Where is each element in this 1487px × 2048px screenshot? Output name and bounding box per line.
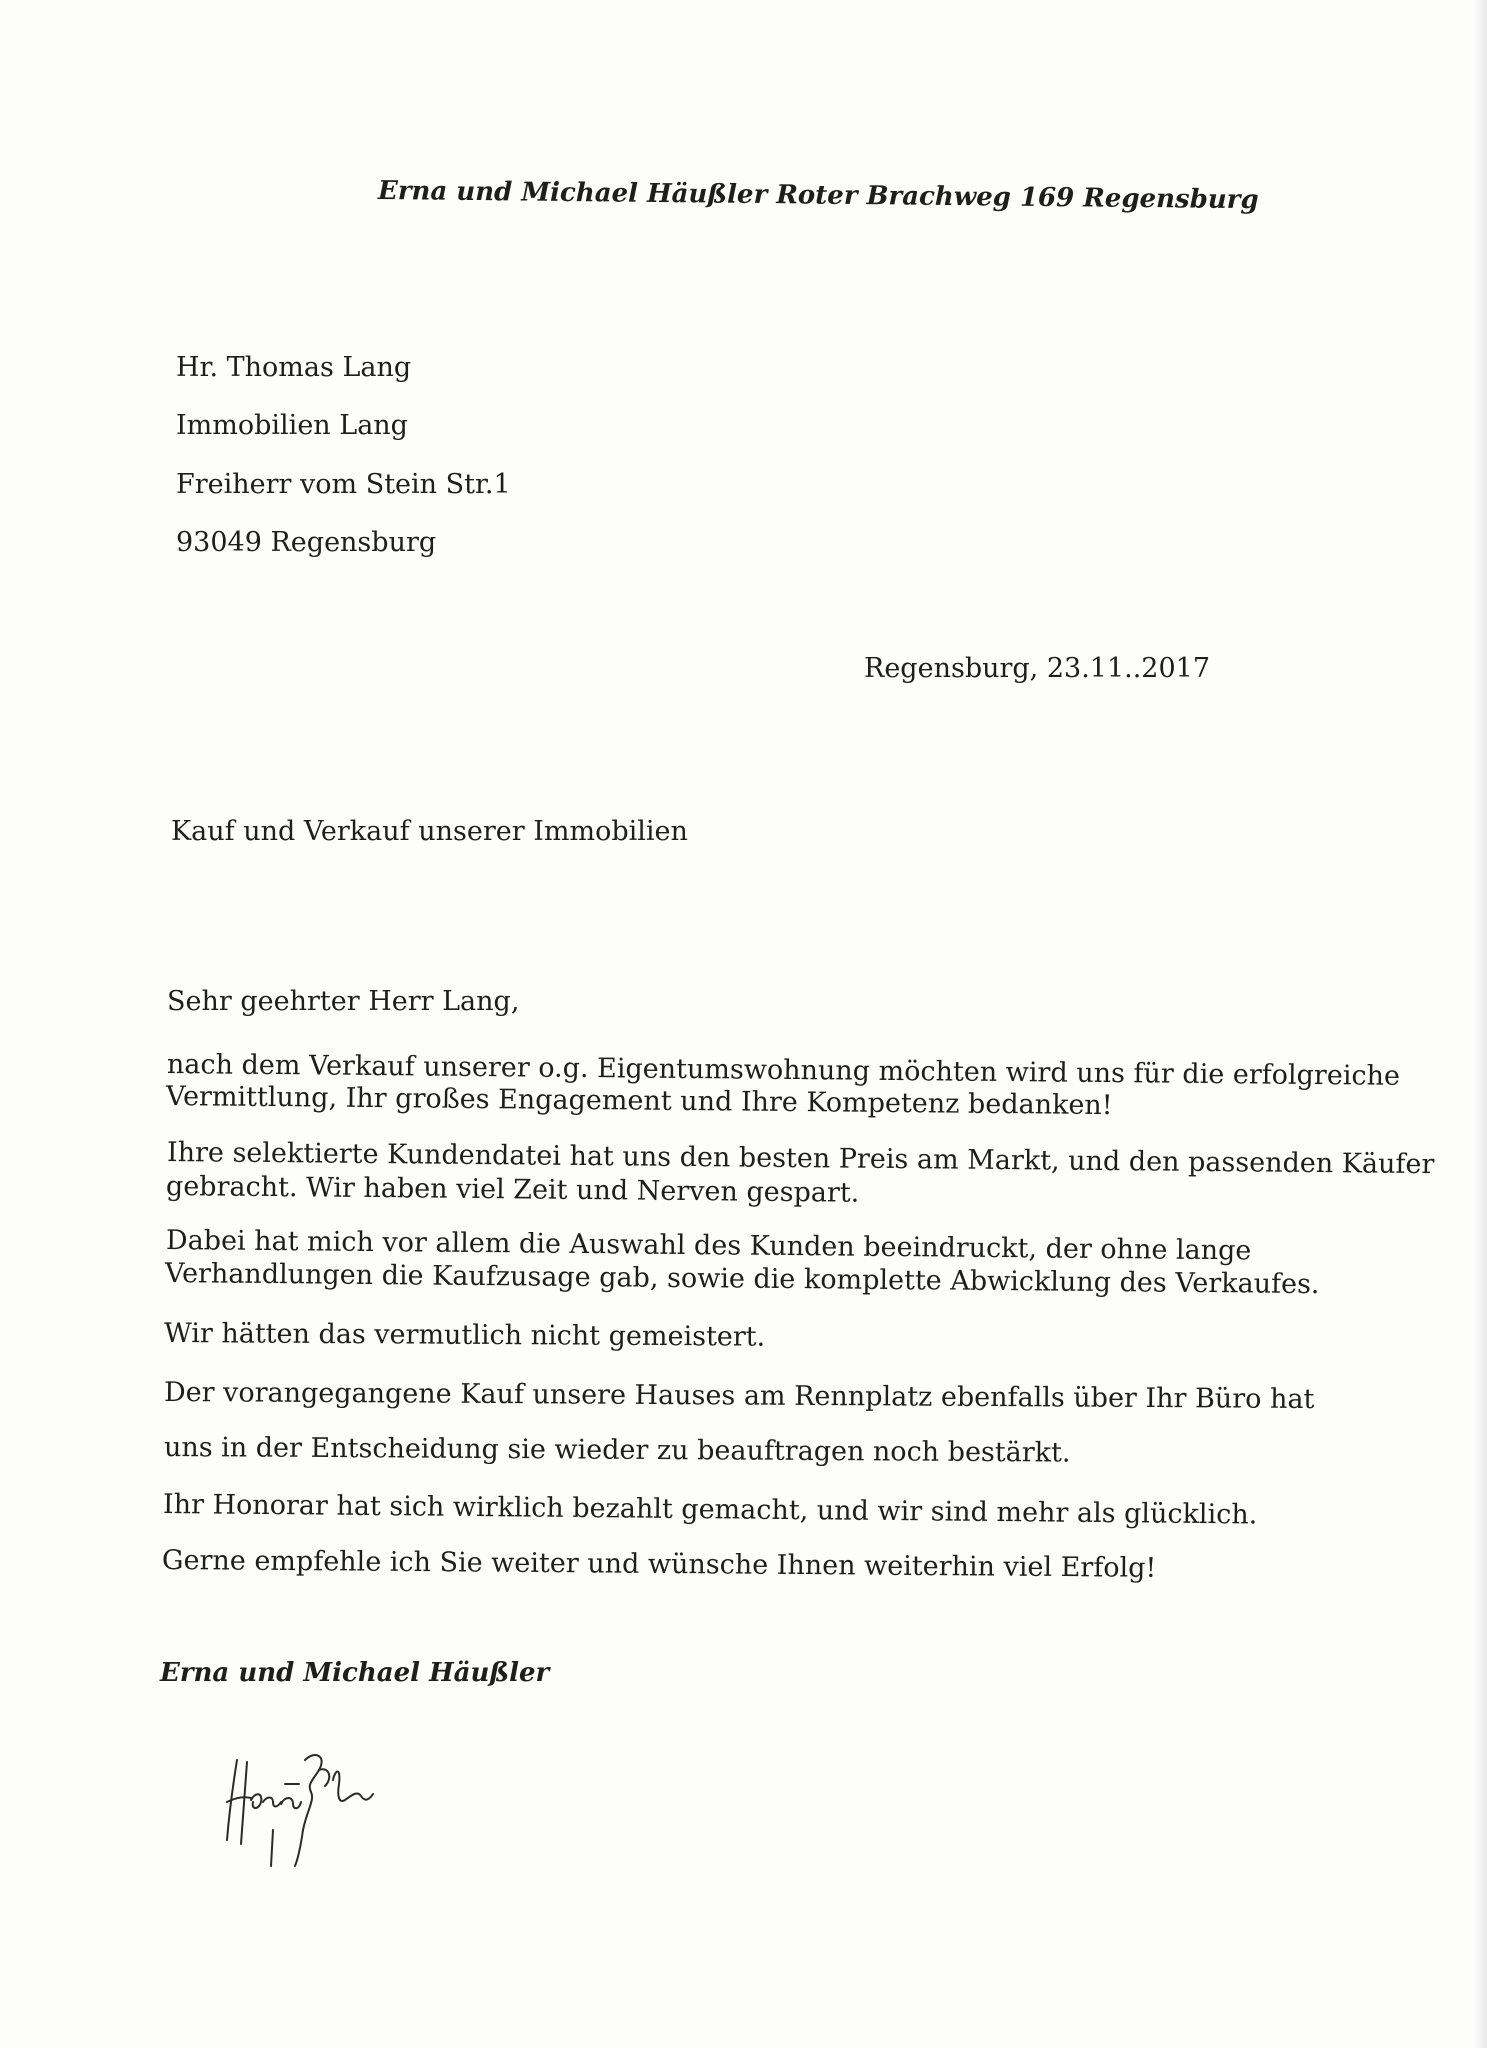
recipient-street: Freiherr vom Stein Str.1 — [176, 469, 511, 500]
body-line: Verhandlungen die Kaufzusage gab, sowie die komplette Abwicklung des Verkaufes. — [164, 1258, 1320, 1301]
closing-name: Erna und Michael Häußler — [160, 1658, 550, 1688]
recipient-name: Hr. Thomas Lang — [176, 352, 412, 383]
subject-line: Kauf und Verkauf unserer Immobilien — [171, 816, 688, 847]
sender-line: Erna und Michael Häußler Roter Brachweg 169 Regensburg — [377, 176, 1259, 216]
recipient-company: Immobilien Lang — [176, 410, 408, 441]
body-line: Ihre selektierte Kundendatei hat uns den besten Preis am Markt, und den passenden Käufer — [166, 1137, 1435, 1181]
scan-edge-shadow — [1473, 0, 1487, 2048]
date-line: Regensburg, 23.11..2017 — [864, 653, 1211, 684]
handwritten-signature — [215, 1740, 385, 1870]
salutation: Sehr geehrter Herr Lang, — [167, 986, 520, 1017]
body-line: gebracht. Wir haben viel Zeit und Nerven gespart. — [165, 1171, 860, 1209]
body-line: Ihr Honorar hat sich wirklich bezahlt gemacht, und wir sind mehr als glücklich. — [162, 1489, 1258, 1531]
recipient-city: 93049 Regensburg — [176, 527, 437, 558]
body-line: Vermittlung, Ihr großes Engagement und Ihre Kompetenz bedanken! — [165, 1081, 1113, 1122]
body-line: Der vorangegangene Kauf unsere Hauses am Rennplatz ebenfalls über Ihr Büro hat — [163, 1377, 1315, 1416]
body-line: Dabei hat mich vor allem die Auswahl des Kunden beeindruckt, der ohne lange — [165, 1225, 1252, 1267]
body-line: Gerne empfehle ich Sie weiter und wünsche Ihnen weiterhin viel Erfolg! — [161, 1545, 1157, 1584]
body-line: Wir hätten das vermutlich nicht gemeistert. — [163, 1318, 766, 1353]
body-line: uns in der Entscheidung sie wieder zu beauftragen noch bestärkt. — [163, 1432, 1071, 1469]
body-line: nach dem Verkauf unserer o.g. Eigentumswohnung möchten wird uns für die erfolgreiche — [166, 1049, 1401, 1092]
